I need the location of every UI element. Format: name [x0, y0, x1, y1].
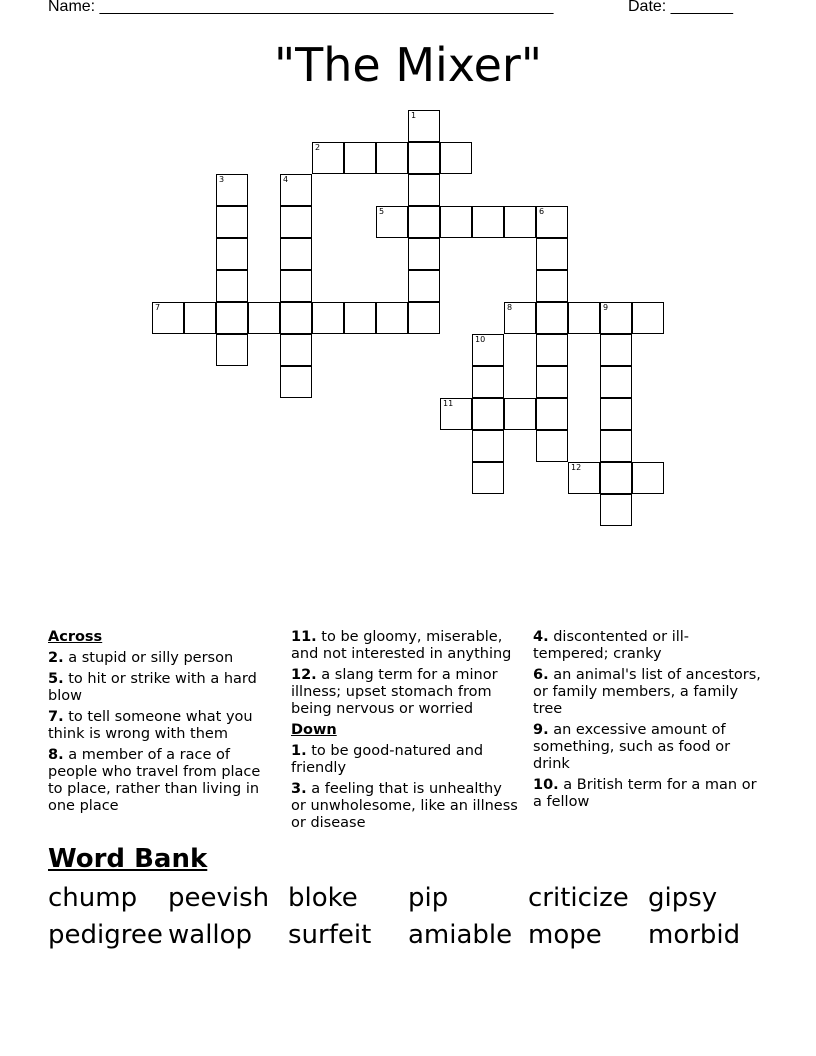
word-bank-item: criticize [528, 883, 629, 913]
crossword-cell [600, 462, 632, 494]
clue-number: 3 [219, 175, 225, 184]
clue-across-12: 12. a slang term for a minor illness; upset stomach from being nervous or worried [291, 667, 498, 717]
crossword-cell [280, 270, 312, 302]
crossword-cell [280, 302, 312, 334]
crossword-cell [280, 334, 312, 366]
crossword-cell [376, 206, 408, 238]
clues-column-1 [48, 629, 278, 819]
clue-number: 8 [507, 303, 513, 312]
word-bank-item: chump [48, 883, 138, 913]
crossword-cell [472, 366, 504, 398]
crossword-cell [312, 142, 344, 174]
crossword-cell [248, 302, 280, 334]
crossword-cell [600, 430, 632, 462]
crossword-cell [312, 302, 344, 334]
crossword-cell [376, 142, 408, 174]
clue-number: 2 [315, 143, 321, 152]
crossword-cell [600, 398, 632, 430]
crossword-cell [600, 334, 632, 366]
crossword-cell [536, 334, 568, 366]
crossword-cell [280, 174, 312, 206]
crossword-cell [440, 142, 472, 174]
clues-column-2 [291, 629, 521, 836]
crossword-cell [408, 270, 440, 302]
crossword-cell [536, 398, 568, 430]
crossword-cell [568, 462, 600, 494]
crossword-cell [536, 238, 568, 270]
crossword-cell [376, 302, 408, 334]
clue-down-3: 3. a feeling that is unhealthy or unwholesome, like an illness or disease [291, 781, 518, 831]
page-title: "The Mixer" [274, 38, 542, 92]
crossword-cell [216, 270, 248, 302]
crossword-cell [216, 174, 248, 206]
word-bank-item: peevish [168, 883, 270, 913]
crossword-cell [504, 302, 536, 334]
crossword-cell [600, 302, 632, 334]
word-bank-title: Word Bank [48, 844, 208, 874]
crossword-cell [344, 142, 376, 174]
crossword-cell [536, 206, 568, 238]
crossword-cell [440, 206, 472, 238]
crossword-cell [216, 238, 248, 270]
crossword-cell [504, 398, 536, 430]
crossword-cell [504, 206, 536, 238]
clue-number: 9 [603, 303, 609, 312]
word-bank-item: wallop [168, 920, 253, 950]
clue-number: 7 [155, 303, 161, 312]
clue-across-2: 2. a stupid or silly person [48, 650, 234, 666]
crossword-cell [536, 270, 568, 302]
word-bank-item: gipsy [648, 883, 718, 913]
crossword-cell [536, 430, 568, 462]
word-bank-item: bloke [288, 883, 358, 913]
crossword-cell [536, 366, 568, 398]
crossword-cell [472, 398, 504, 430]
clue-down-4: 4. discontented or ill-tempered; cranky [533, 629, 690, 662]
crossword-cell [408, 206, 440, 238]
crossword-cell [216, 334, 248, 366]
clue-across-8: 8. a member of a race of people who travel from place to place, rather than living in one place [48, 747, 261, 814]
date-field-label: Date: _______ [628, 0, 733, 15]
crossword-cell [472, 334, 504, 366]
crossword-cell [184, 302, 216, 334]
clue-down-10: 10. a British term for a man or a fellow [533, 777, 757, 810]
clue-across-11: 11. to be gloomy, miserable, and not interested in anything [291, 629, 512, 662]
clue-number: 1 [411, 111, 417, 120]
crossword-cell [536, 302, 568, 334]
word-bank-item: pedigree [48, 920, 163, 950]
across-heading: Across [48, 629, 103, 645]
clue-number: 4 [283, 175, 289, 184]
clue-number: 5 [379, 207, 385, 216]
clue-down-6: 6. an animal's list of ancestors, or family members, a family tree [533, 667, 761, 717]
crossword-cell [408, 174, 440, 206]
word-bank-item: mope [528, 920, 602, 950]
clue-down-1: 1. to be good-natured and friendly [291, 743, 484, 776]
crossword-cell [600, 494, 632, 526]
crossword-cell [632, 302, 664, 334]
crossword-cell [216, 206, 248, 238]
crossword-cell [344, 302, 376, 334]
crossword-cell [440, 398, 472, 430]
crossword-cell [472, 462, 504, 494]
word-bank-item: pip [408, 883, 449, 913]
crossword-cell [216, 302, 248, 334]
crossword-cell [568, 302, 600, 334]
crossword-cell [472, 430, 504, 462]
clue-number: 11 [443, 399, 454, 408]
crossword-cell [632, 462, 664, 494]
clue-number: 12 [571, 463, 582, 472]
crossword-cell [280, 206, 312, 238]
crossword-cell [408, 142, 440, 174]
word-bank-item: amiable [408, 920, 513, 950]
crossword-cell [472, 206, 504, 238]
word-bank-item: surfeit [288, 920, 372, 950]
crossword-cell [408, 302, 440, 334]
word-bank-item: morbid [648, 920, 741, 950]
clue-across-7: 7. to tell someone what you think is wrong with them [48, 709, 253, 742]
down-heading: Down [291, 722, 337, 738]
clue-number: 6 [539, 207, 545, 216]
crossword-cell [152, 302, 184, 334]
crossword-cell [600, 366, 632, 398]
crossword-cell [408, 110, 440, 142]
clue-across-5: 5. to hit or strike with a hard blow [48, 671, 257, 704]
clue-number: 10 [475, 335, 486, 344]
crossword-cell [280, 366, 312, 398]
name-field-label: Name: ___________________________________________________ [48, 0, 554, 15]
crossword-cell [408, 238, 440, 270]
clues-column-3 [533, 629, 763, 815]
clue-down-9: 9. an excessive amount of something, such as food or drink [533, 722, 731, 772]
crossword-cell [280, 238, 312, 270]
